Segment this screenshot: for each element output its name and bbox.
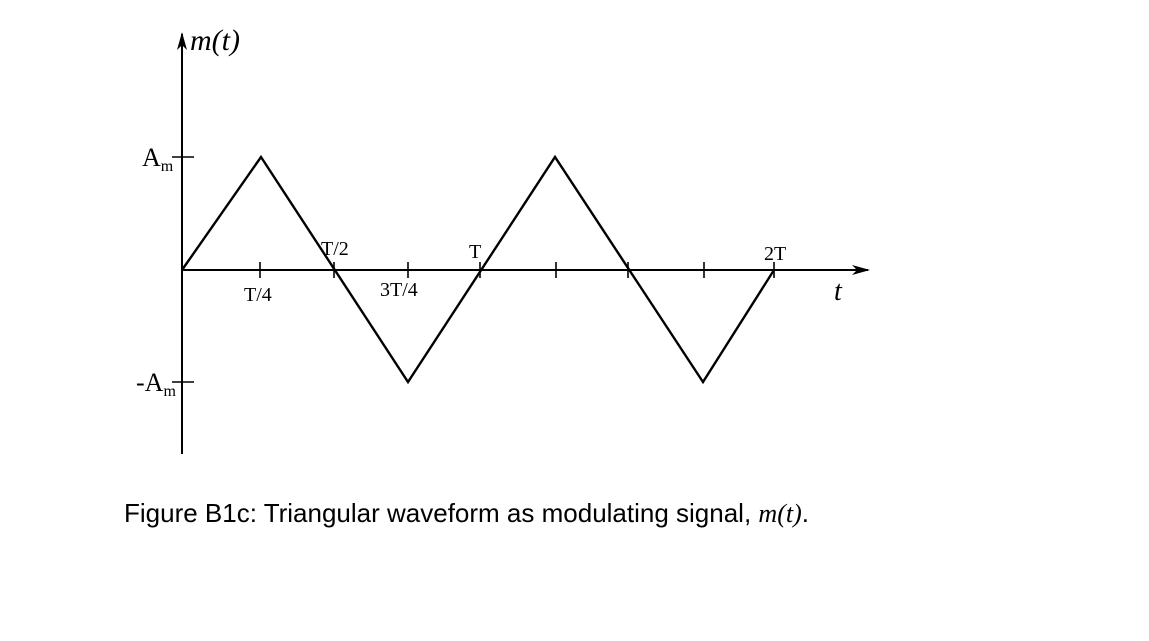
caption-end: . (801, 498, 809, 528)
tick-label-quarter: T/4 (244, 284, 272, 306)
y-level-neg-label: -Am (136, 368, 176, 400)
y-level-pos-label: Am (142, 143, 174, 175)
x-axis-label: t (834, 276, 842, 307)
figure-caption (124, 498, 809, 529)
tick-label-period: T (469, 241, 482, 263)
tick-label-three-quarter: 3T/4 (380, 279, 418, 301)
tick-label-half: T/2 (321, 238, 349, 260)
caption-math: m(t) (758, 499, 802, 528)
tick-label-two-period: 2T (764, 243, 787, 265)
y-axis-label: m(t) (190, 24, 240, 57)
caption-text: Figure B1c: Triangular waveform as modulating signal, (124, 498, 752, 528)
